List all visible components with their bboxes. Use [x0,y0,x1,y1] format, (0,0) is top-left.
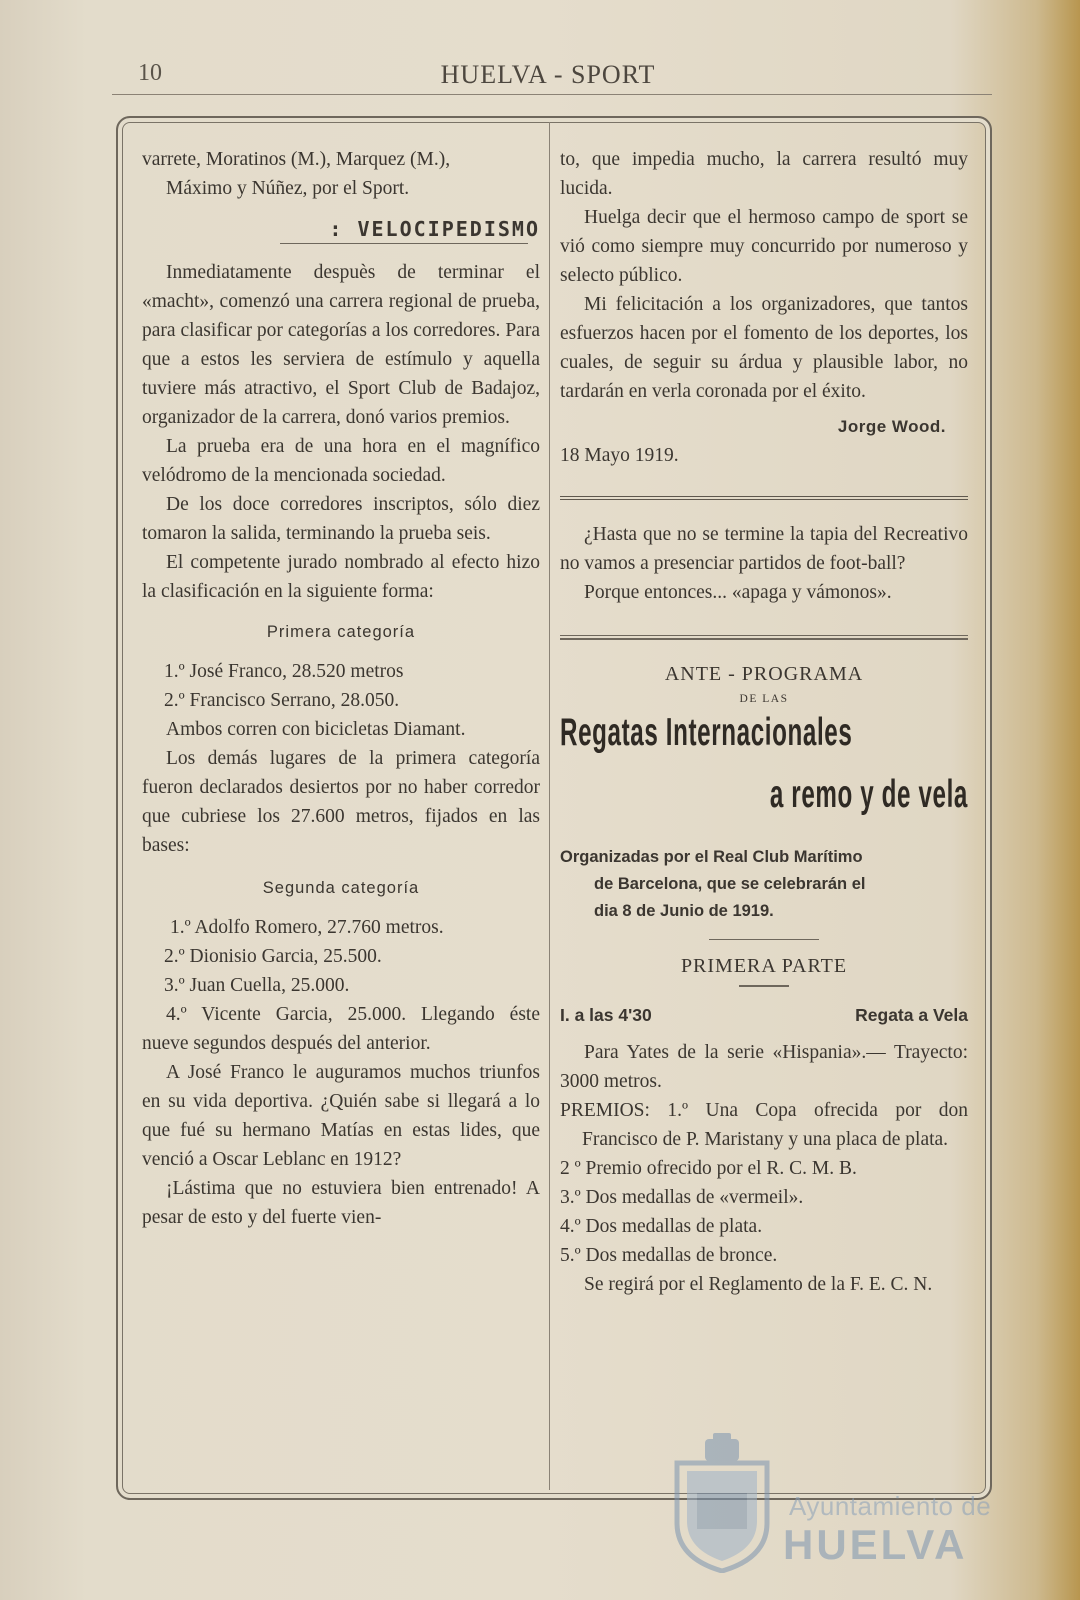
result-item: 3.º Juan Cuella, 25.000. [164,975,350,996]
paragraph: Mi felicitación a los organizadores, que tantos esfuerzos hacen por el fomento de los deportes, los cuales, de seguir su árdua y plausible labor, no tardarán en verla coronada por el éxito. [560,294,968,402]
archive-watermark [655,1425,1015,1575]
paragraph: De los doce corredores inscriptos, sólo diez tomaron la salida, terminando la prueba seis. [142,494,540,544]
watermark-line2: HUELVA [783,1521,968,1568]
paragraph: Inmediatamente despuès de terminar el «macht», comenzó una carrera regional de prueba, para clasificar por categorías a los corredores. Para que a estos les serviera de estímulo y aquella tuviere más atractivo, el Sport Club de Badajoz, organizador de la carrera, donó varios premios. [142,262,540,428]
intro-line: varrete, Moratinos (M.), Marquez (M.), [142,149,451,170]
prize-first: PREMIOS: 1.º Una Copa ofrecida por don Francisco de P. Maristany y una placa de plata. [560,1100,968,1150]
organizer-text [560,844,968,925]
regatta-title-line1: Regatas Internacionales [560,711,853,754]
race-description: Para Yates de la serie «Hispania».— Trayecto: 3000 metros. [560,1042,968,1092]
regatta-title-line2: a remo y de vela [769,773,968,816]
race-type: Regata a Vela [855,1005,968,1025]
paragraph: ¡Lástima que no estuviera bien entrenado! A pesar de esto y del fuerte vien- [142,1178,540,1228]
left-column [142,145,540,1232]
watermark-line1: Ayuntamiento de [789,1491,992,1521]
section-heading: : VELOCIPEDISMO [329,217,540,241]
category-heading: Primera categoría [266,623,416,641]
continuation-paragraph: to, que impedia mucho, la carrera resultó muy lucida. [560,149,968,199]
note-paragraph: ¿Hasta que no se termine la tapia del Recreativo no vamos a presenciar partidos de foot-ball? [560,524,968,574]
paragraph: A José Franco le auguramos muchos triunfos en su vida deportiva. ¿Quién sabe si llegará a lo que fué su hermano Matías en estas lides, que venció a Oscar Leblanc en 1912? [142,1062,540,1170]
author-signature: Jorge Wood. [837,417,946,436]
page-number: 10 [138,60,162,86]
part-title: PRIMERA PARTE [680,955,848,977]
result-item: 1.º Adolfo Romero, 27.760 metros. [170,917,444,938]
intro-line: Máximo y Núñez, por el Sport. [166,178,410,199]
column-divider [549,122,550,1490]
right-column [560,145,968,1299]
paragraph: Los demás lugares de la primera categoría fueron declarados desiertos por no haber corredor que cubriese los 27.600 metros, fijados en las bases: [142,748,540,856]
organizer-line: de Barcelona, que se celebrarán el [594,875,866,893]
organizer-line: Organizadas por el Real Club Marítimo [560,848,863,866]
section-rule [560,496,968,500]
paragraph: La prueba era de una hora en el magnífico velódromo de la mencionada sociedad. [142,436,540,486]
organizer-line: dia 8 de Junio de 1919. [594,902,774,920]
header-rule [112,94,992,95]
divider-rule [739,985,789,987]
prize-item: 2 º Premio ofrecido por el R. C. M. B. [560,1158,857,1179]
result-item: 1.º José Franco, 28.520 metros [164,661,404,682]
note-paragraph: Porque entonces... «apaga y vámonos». [584,582,892,603]
paragraph: El competente jurado nombrado al efecto hizo la clasificación en la siguiente forma: [142,552,540,602]
result-item: 2.º Dionisio Garcia, 25.500. [164,946,382,967]
divider-rule [709,939,819,940]
program-title: ANTE - PROGRAMA [664,663,864,685]
category-heading: Segunda categoría [262,879,420,897]
rules-paragraph: Se regirá por el Reglamento de la F. E. C. N. [584,1274,933,1295]
paragraph: Ambos corren con bicicletas Diamant. [166,719,466,740]
race-time: I. a las 4'30 [560,1005,652,1025]
page-header [138,60,958,92]
result-item: 2.º Francisco Serrano, 28.050. [164,690,400,711]
article-date: 18 Mayo 1919. [560,445,679,466]
section-rule [560,635,968,640]
prize-item: 3.º Dos medallas de «vermeil». [560,1187,804,1208]
heading-rule [280,243,528,244]
city-shield-icon [667,1433,777,1573]
publication-title: HUELVA - SPORT [440,60,656,89]
prize-item: 4.º Dos medallas de plata. [560,1216,763,1237]
paragraph: 4.º Vicente Garcia, 25.000. Llegando éste nueve segundos después del anterior. [142,1004,540,1054]
program-subtitle: DE LAS [739,693,789,705]
paragraph: Huelga decir que el hermoso campo de sport se vió como siempre muy concurrido por numeroso y selecto público. [560,207,968,286]
race-header [560,1001,968,1030]
prize-item: 5.º Dos medallas de bronce. [560,1245,778,1266]
